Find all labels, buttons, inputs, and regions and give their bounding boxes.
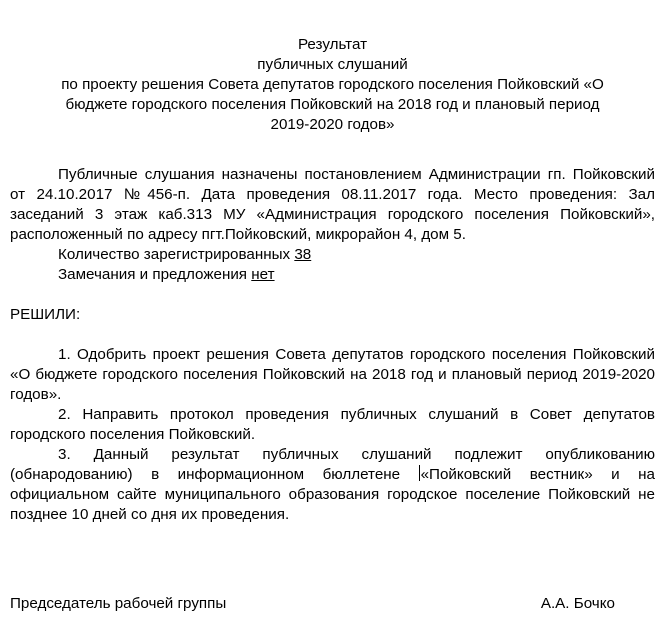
remarks-value: нет xyxy=(251,266,275,283)
title-line-3: по проекту решения Совета депутатов городского поселения Пойковский «О xyxy=(61,76,604,93)
signature-role: Председатель рабочей группы xyxy=(10,595,227,612)
document-title xyxy=(10,35,655,135)
registered-count-line xyxy=(10,245,655,265)
signature-name: А.А. Бочко xyxy=(540,595,615,612)
decision-item-3-end: «Пойковский вестник» и на официальном сайте муниципального образования городское поселение Пойковский не позднее 10 дней со дня их проведения. xyxy=(10,466,655,523)
text-cursor xyxy=(419,465,420,481)
document-body xyxy=(10,35,655,525)
title-line-4: бюджете городского поселения Пойковский на 2018 год и плановый период xyxy=(65,96,600,113)
remarks-label: Замечания и предложения xyxy=(58,266,252,283)
registered-value: 38 xyxy=(294,246,312,263)
signature-block xyxy=(10,594,655,614)
title-line-1: Результат xyxy=(297,36,368,53)
decision-item-3-start: 3. Данный результат публичных слушаний подлежит опубликованию (обнародованию) в информационном бюллетене xyxy=(10,446,655,483)
decision-heading: РЕШИЛИ: xyxy=(10,306,81,323)
decision-item-3 xyxy=(10,445,655,525)
remarks-line xyxy=(10,265,655,285)
intro-paragraph: Публичные слушания назначены постановлением Администрации гп. Пойковский от 24.10.2017 №456-п. Дата проведения 08.11.2017 года. Место проведения: Зал заседаний 3 этаж каб.313 МУ «Администрация городского поселения Пойковский», расположенный по адресу пгт.Пойковский, микрорайон 4, дом 5. xyxy=(10,166,655,243)
decision-item-1: 1. Одобрить проект решения Совета депутатов городского поселения Пойковский «О бюджете городского поселения Пойковский на 2018 год и плановый период 2019-2020 годов». xyxy=(10,346,655,403)
registered-label: Количество зарегистрированных xyxy=(58,246,295,263)
title-line-5: 2019-2020 годов» xyxy=(270,116,395,133)
title-line-2: публичных слушаний xyxy=(257,56,408,73)
decision-item-2: 2. Направить протокол проведения публичных слушаний в Совет депутатов городского поселения Пойковский. xyxy=(10,406,655,443)
